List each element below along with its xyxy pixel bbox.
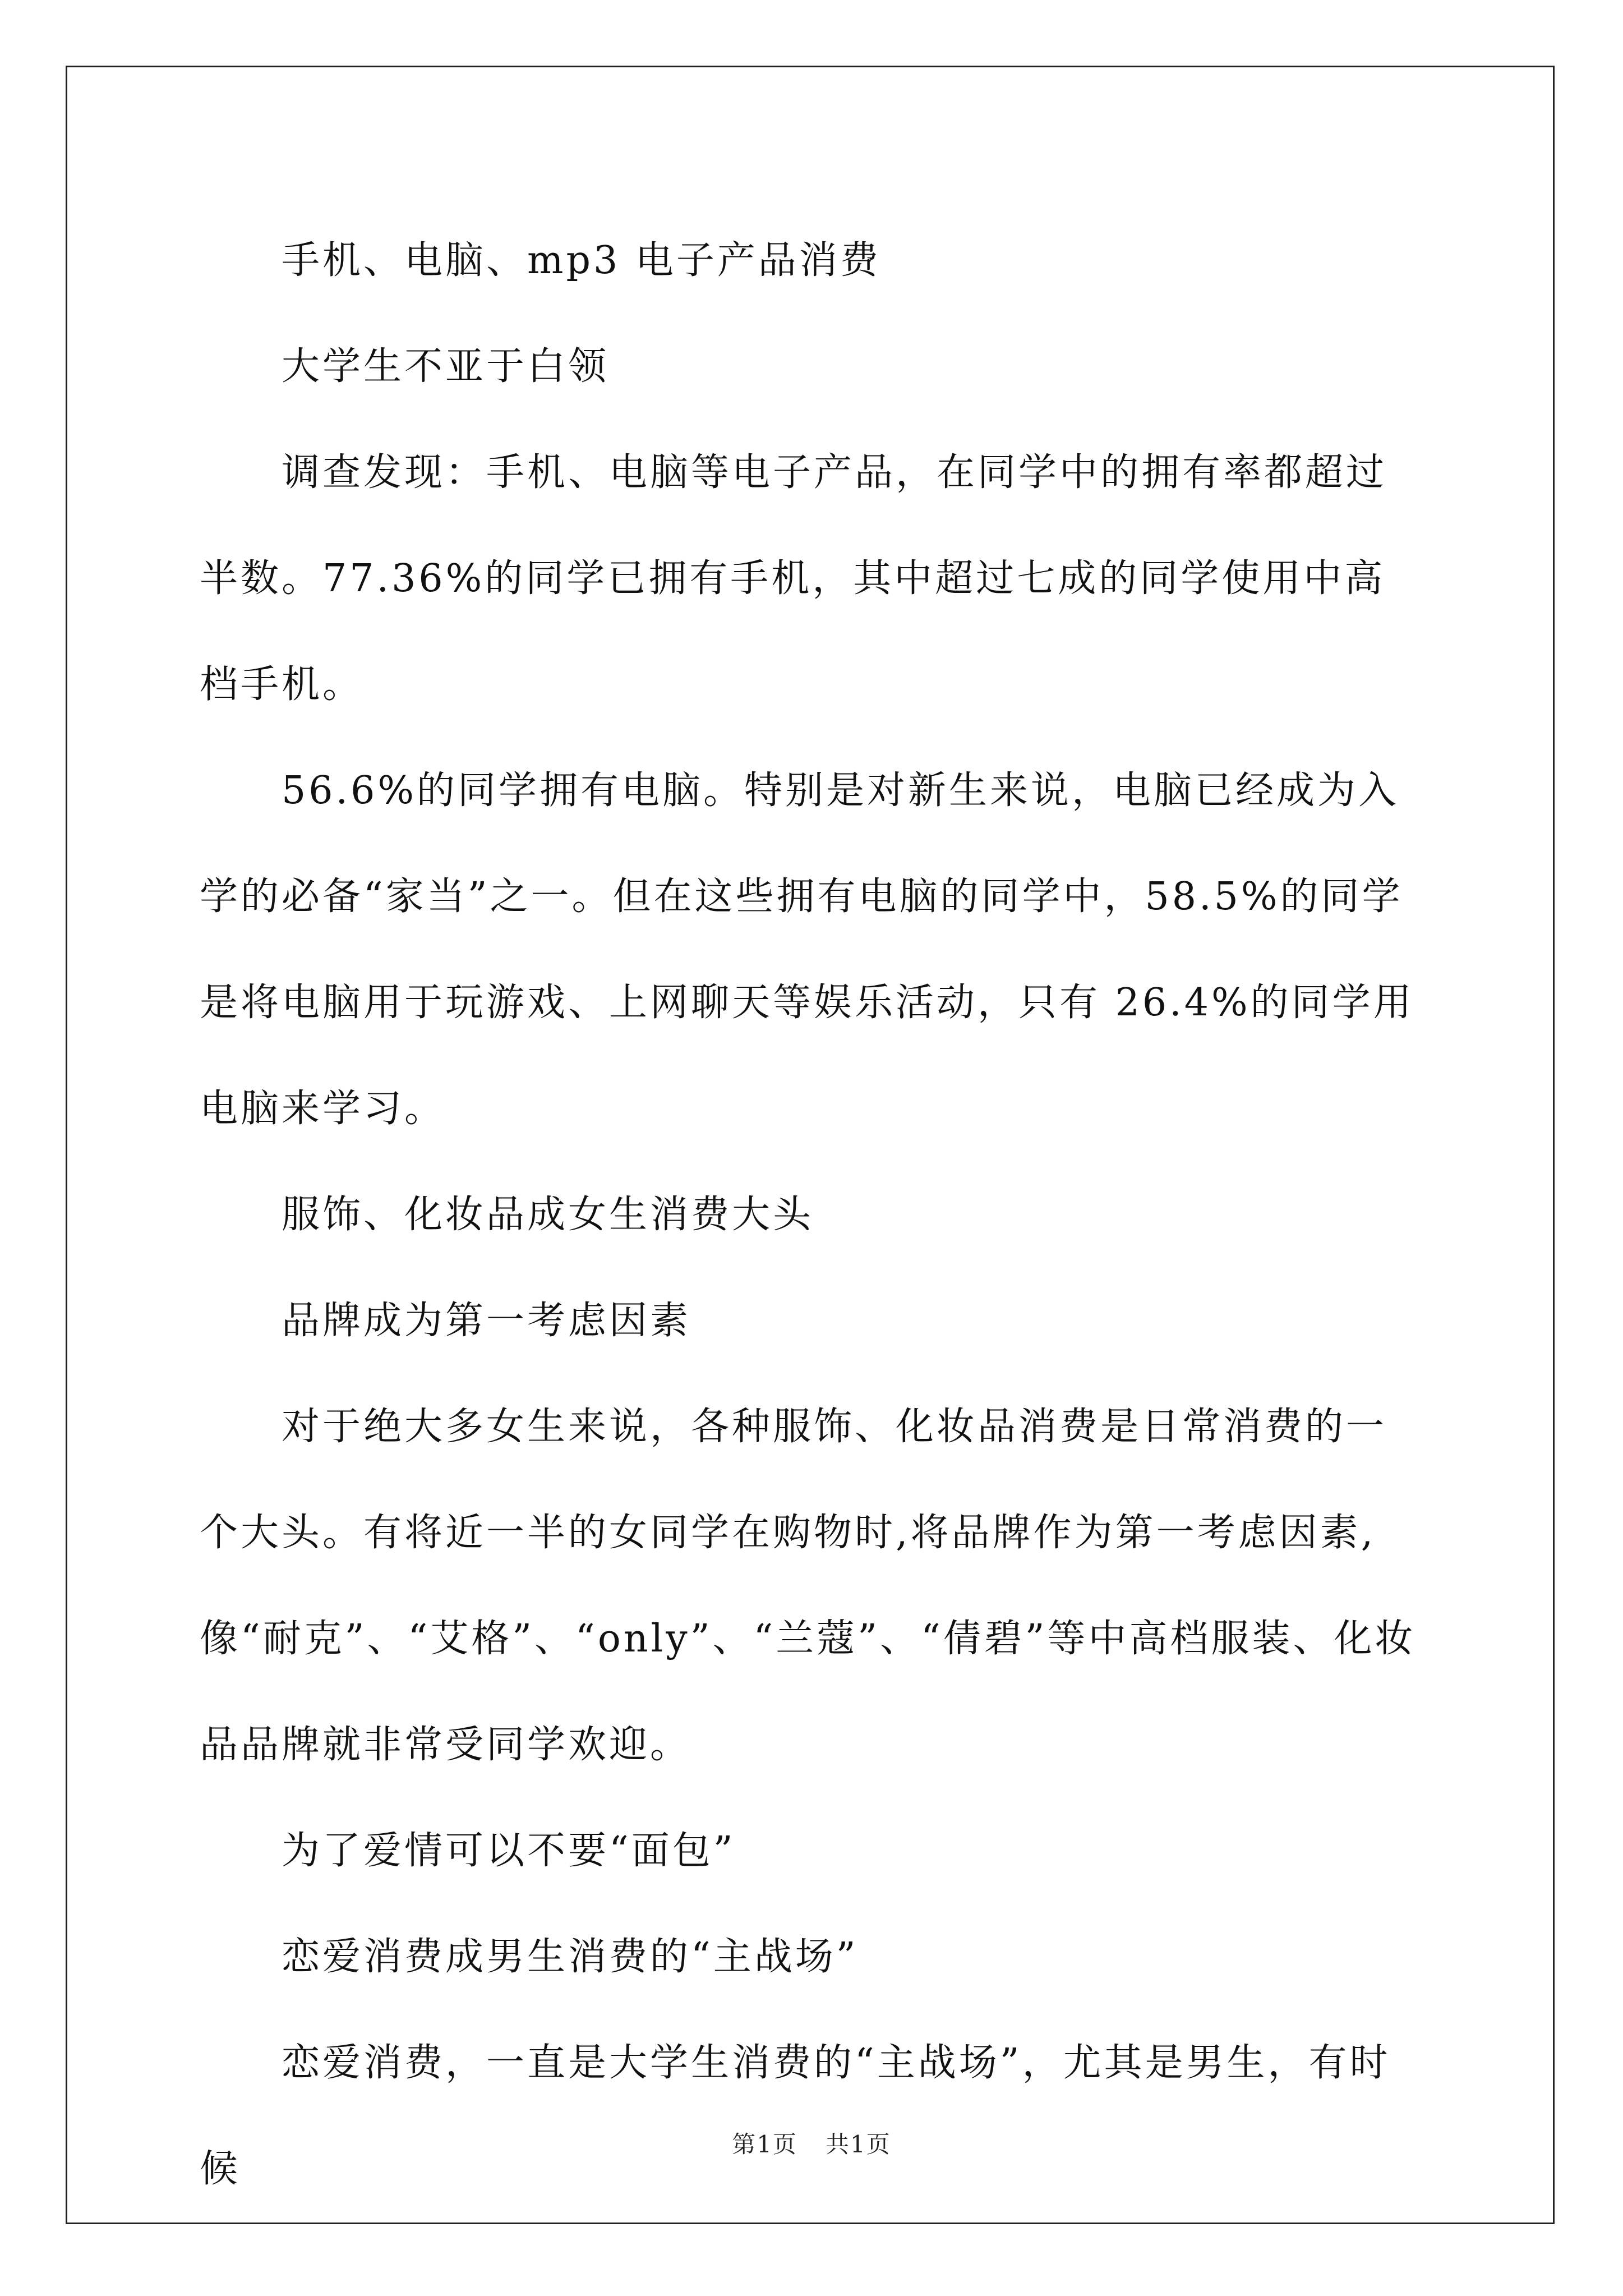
paragraph-love: 恋爱消费，一直是大学生消费的“主战场”，尤其是男生，有时候 [200,2041,1391,2191]
page-footer [0,2126,1623,2160]
paragraph-survey-phones: 调查发现：手机、电脑等电子产品，在同学中的拥有率都超过半数。77.36%的同学已拥有手机，其中超过七成的同学使用中高档手机。 [200,450,1387,707]
paragraph-clothing: 对于绝大多女生来说，各种服饰、化妆品消费是日常消费的一个大头。有将近一半的女同学在购物时,将品牌作为第一考虑因素,像“耐克”、“艾格”、“only”、“兰蔻”、“倩碧”等中高档服装、化妆品品牌就非常受同学欢迎。 [200,1405,1416,1767]
subheading-brand: 品牌成为第一考虑因素 [282,1299,691,1343]
page-total: 共1页 [826,2131,891,2158]
paragraph-computers: 56.6%的同学拥有电脑。特别是对新生来说，电脑已经成为入学的必备“家当”之一。但在这些拥有电脑的同学中，58.5%的同学是将电脑用于玩游戏、上网聊天等娱乐活动，只有 26.4%的同学用电脑来学习。 [200,769,1414,1131]
heading-love: 为了爱情可以不要“面包” [282,1829,736,1873]
subheading-love: 恋爱消费成男生消费的“主战场” [282,1935,859,1979]
heading-clothing: 服饰、化妆品成女生消费大头 [282,1193,814,1237]
heading-electronics: 手机、电脑、mp3 电子产品消费 [282,238,881,283]
subheading-electronics: 大学生不亚于白领 [282,344,610,389]
page-number: 第1页 [732,2131,797,2158]
document-body [200,208,1422,2222]
